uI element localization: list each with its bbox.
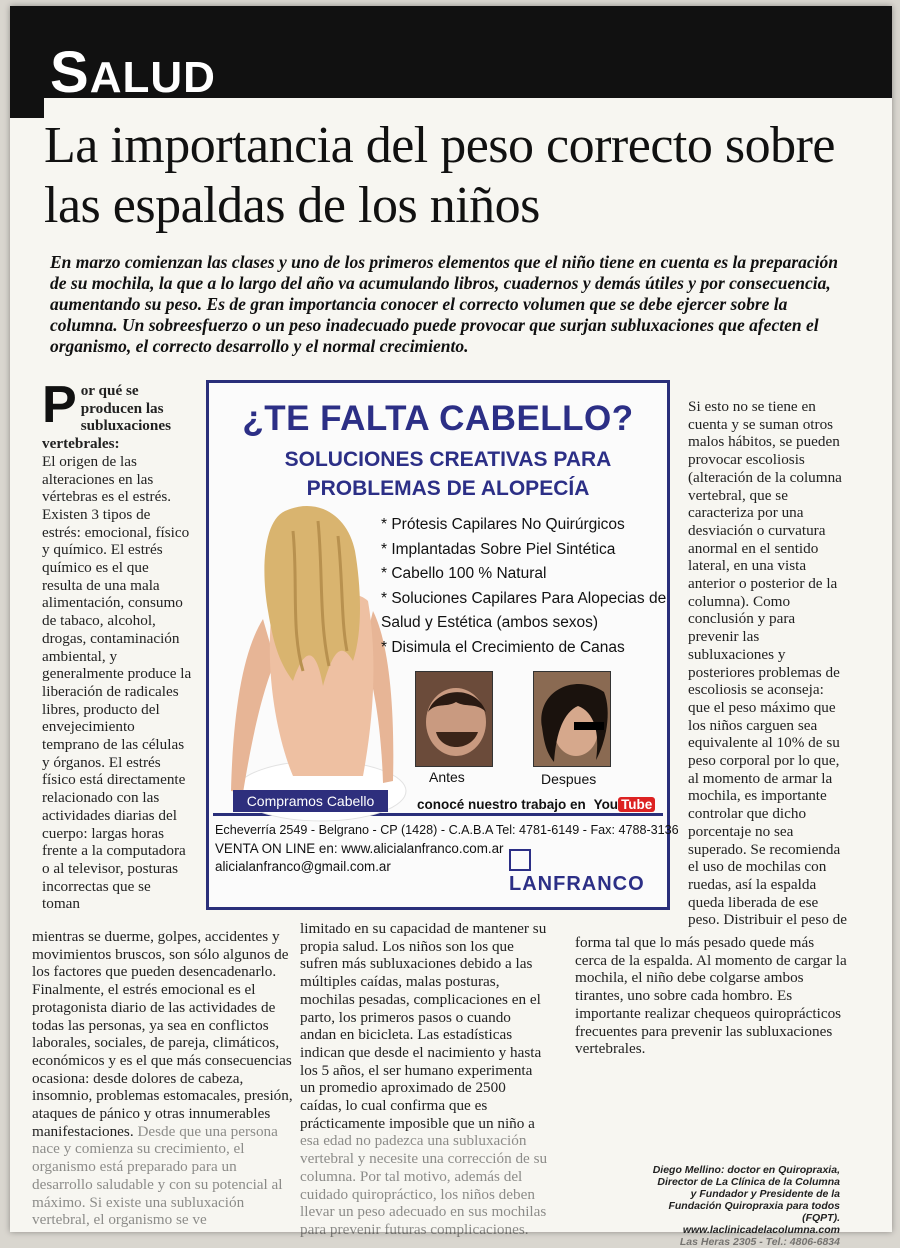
article-lead: En marzo comienzan las clases y uno de los primeros elementos que el niño tiene en cuenta es la preparación de su mochila, la que a lo largo del año va acumulando libros, cuadernos y demás útiles y por consecuencia, aumentando su peso. Es de gran importancia conocer el correcto volumen que se debe ejercer sobre la columna. Un sobreesfuerzo o un peso inadecuado puede provocar que surjan subluxaciones que afecten el organismo, el correcto desarrollo y el normal crecimiento. [50, 252, 839, 356]
column-2-faded-text: esa edad no padezca una subluxación vertebral y necesite una corrección de su columna. Por tal motivo, además del cuidado quiropráctico, los niños deben llevar un peso adecuado en sus mochilas para prevenir futuras complicaciones. [300, 1132, 548, 1238]
ad-feature-item: * Prótesis Capilares No Quirúrgicos [381, 516, 625, 533]
youtube-logo-you: You [593, 797, 619, 812]
ad-feature-item: * Soluciones Capilares Para Alopecias de Salud y Estética (ambos sexos) [381, 589, 667, 631]
column-3-text: Si esto no se tiene en cuenta y se suman otros malos hábitos, se pueden provocar escoliosis (alteración de la columna vertebral, que se caracteriza por una desviación o curvatura anormal en el sentido lateral, en una vista anterior o posterior de la columna). Como conclusión y para prevenir las subluxaciones y posteriores problemas de escoliosis se aconseja: que el peso máximo que los niños carguen sea equivalente al 10% de su peso corporal por lo que, al momento de armar la mochila, es importante controlar que dicho porcentaje no sea superado. Se recomienda el uso de mochilas con ruedas, así la espalda queda liberada de ese peso. Distribuir el peso de [688, 398, 848, 929]
author-bio: Diego Mellino: doctor en Quiropraxia, Director de La Clínica de la Columna y Fundador y Presidente de la Fundación Quiropraxia para todos (FQPT). [652, 1164, 840, 1224]
before-photo [415, 671, 493, 767]
ad-feature-item: * Implantadas Sobre Piel Sintética [381, 540, 616, 558]
section-label: SALUD [50, 40, 216, 105]
column-1-text: El origen de las alteraciones en las vértebras es el estrés. Existen 3 tipos de estrés: emocional, físico y químico. El estrés químico es el que resulta de una mala alimentación, consumo de tabaco, alcohol, drogas, contaminación ambiental, y generalmente produce la liberación de radicales libres, producto del envejecimiento temprano de las células y órganos. El estrés físico está directamente relacionado con las actividades diarias del cuerpo: largas horas frente a la computadora o al televisor, posturas incorrectas que se toman [42, 452, 192, 913]
column-2 [300, 920, 548, 1239]
before-label: Antes [429, 769, 465, 785]
ad-email: alicialanfranco@gmail.com.ar [215, 859, 391, 874]
column-1b-faded-text: Desde que una persona nace y comienza su crecimiento, el organismo está preparado para un desarrollo saludable y con su potencial al máximo. Si existe una subluxación vertebral, el organismo se ve [32, 1122, 283, 1229]
drop-cap: P [42, 376, 77, 434]
ad-online-sales: VENTA ON LINE en: www.alicialanfranco.com.ar [215, 840, 504, 856]
ad-title: ¿TE FALTA CABELLO? [242, 399, 634, 438]
youtube-promo [417, 797, 655, 812]
article-title: La importancia del peso correcto sobre las espaldas de los niños [44, 117, 835, 234]
after-photo [533, 671, 611, 767]
magazine-page [10, 6, 892, 1248]
ad-feature-item: * Cabello 100 % Natural [381, 565, 547, 582]
youtube-promo-text: conocé nuestro trabajo en [417, 797, 586, 812]
ad-main-panel [213, 387, 667, 816]
author-credit [650, 1164, 840, 1248]
ad-subtitle: SOLUCIONES CREATIVAS PARA PROBLEMAS DE ALOPECÍA [284, 448, 612, 500]
buy-hair-banner: Compramos Cabello [233, 790, 388, 812]
ad-contact-info [215, 821, 679, 877]
youtube-logo-tube: Tube [618, 797, 655, 812]
author-website: www.laclinicadelacolumna.com [682, 1224, 840, 1236]
column-3-bottom [575, 934, 848, 1058]
subheading: or qué se producen las subluxaciones vertebrales: [42, 382, 171, 453]
lanfranco-logo [509, 849, 667, 896]
author-address: Las Heras 2305 - Tel.: 4806-6834 [679, 1236, 840, 1248]
woman-back-illustration [223, 491, 398, 811]
column-3b-text: forma tal que lo más pesado quede más cerca de la espalda. Al momento de cargar la mochila, el niño debe colgarse ambos tirantes, uno sobre cada hombro. Es importante realizar chequeos quiroprácticos frecuentes para prevenir las subluxaciones vertebrales. [575, 934, 847, 1058]
lanfranco-logo-text: LANFRANCO [509, 873, 645, 895]
column-3-top [688, 398, 848, 929]
after-label: Despues [541, 771, 597, 787]
ad-feature-list [381, 513, 671, 660]
advertisement [206, 380, 679, 910]
column-1-top [42, 376, 192, 913]
ad-address: Echeverría 2549 - Belgrano - CP (1428) - C.A.B.A Tel: 4781-6149 - Fax: 4788-3136 [215, 823, 679, 837]
column-2-text: limitado en su capacidad de mantener su propia salud. Los niños son los que sufren más subluxaciones debido a las múltiples caídas, malas posturas, mochilas pesadas, complicaciones en el parto, los primeros pasos o cuando andan en bicicleta. Las estadísticas indican que desde el nacimiento y hasta los 5 años, el ser humano experimenta un promedio aproximado de 2500 caídas, lo cual confirma que es prácticamente imposible que un niño a [300, 920, 547, 1132]
ad-feature-item: * Disimula el Crecimiento de Canas [381, 638, 625, 656]
column-1b-text: mientras se duerme, golpes, accidentes y movimientos bruscos, son sólo algunos de los factores que pueden desencadenarlo. Finalmente, el estrés emocional es el protagonista diario de las actividades de todas las personas, ya sea en conflictos laborales, sociales, de pareja, climáticos, económicos y es el que más consecuencias ocasiona: desde dolores de cabeza, insomnio, problemas estomacales, presión, ataques de pánico y otras innumerables manifestaciones. [32, 928, 293, 1140]
column-1-bottom [32, 928, 297, 1229]
lanfranco-logo-mark [509, 849, 531, 871]
